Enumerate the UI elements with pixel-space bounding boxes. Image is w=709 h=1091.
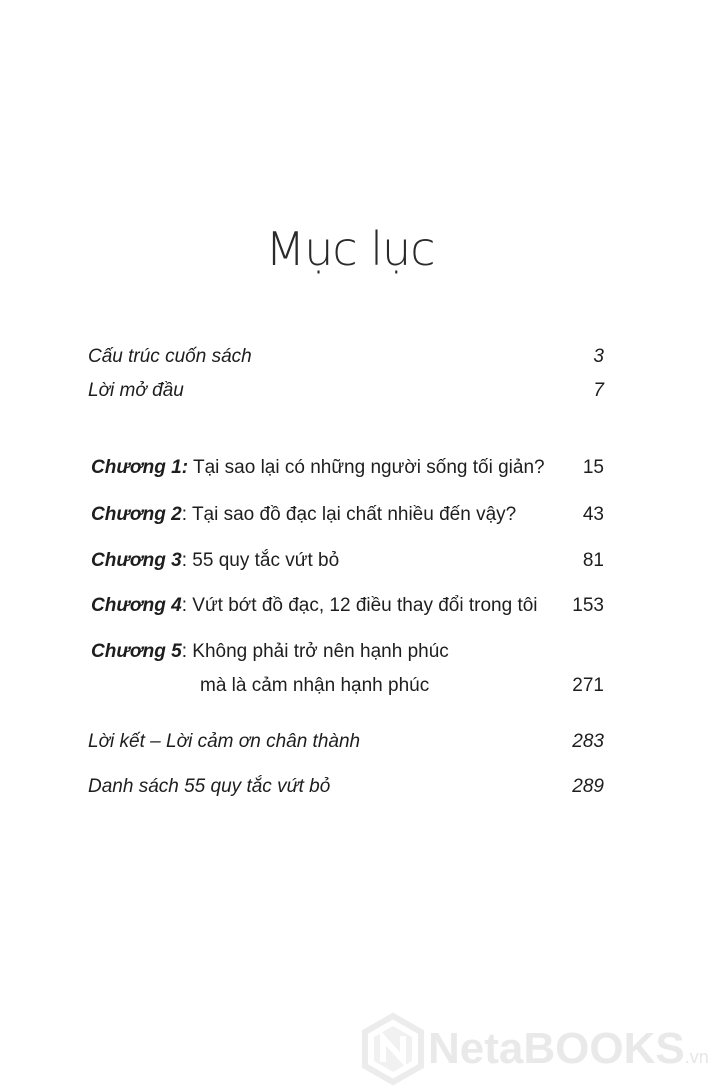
toc-entry-page: 81 [582,550,604,571]
chapter-separator: : [181,550,187,571]
watermark-brand: NetaBOOKS [428,1024,685,1073]
toc-entry-page: 15 [582,457,604,478]
toc-entry-page: 43 [582,504,604,525]
chapter-label: Chương 4 [91,595,182,616]
chapter-label: Chương 5 [91,641,182,662]
toc-entry-page: 289 [572,776,604,797]
toc-entry-label: Lời mở đầu [88,380,184,401]
book-logo-icon [362,1014,424,1084]
toc-chapter-2 [91,503,516,527]
toc-entry-page: 7 [593,380,604,401]
watermark-logo [362,1014,709,1084]
toc-entry-label: Cấu trúc cuốn sách [88,346,252,367]
chapter-title: Tại sao đồ đạc lại chất nhiều đến vậy? [191,504,517,525]
chapter-title: Không phải trở nên hạnh phúc [192,641,449,662]
chapter-title: Tại sao lại có những người sống tối giản? [192,457,545,478]
toc-entry-page: 153 [572,595,604,616]
chapter-separator: : [181,504,187,525]
toc-entry-label: Lời kết – Lời cảm ơn chân thành [88,731,361,752]
toc-entry-label: Danh sách 55 quy tắc vứt bỏ [88,776,331,797]
toc-chapter-1 [91,456,545,480]
chapter-label: Chương 1: [91,457,189,478]
toc-entry-page: 3 [593,346,604,367]
chapter-label: Chương 2 [91,504,182,525]
chapter-title-continued: mà là cảm nhận hạnh phúc [200,675,430,696]
chapter-title: 55 quy tắc vứt bỏ [192,550,340,571]
toc-chapter-3 [91,549,339,573]
toc-entry-page: 271 [572,675,604,696]
toc-entry-page: 283 [572,731,604,752]
chapter-separator: : [181,595,187,616]
chapter-separator: : [181,641,187,662]
toc-chapter-4 [91,594,538,618]
watermark-suffix: .vn [684,1047,709,1067]
toc-chapter-5 [91,640,449,664]
chapter-label: Chương 3 [91,550,182,571]
chapter-title: Vứt bớt đồ đạc, 12 điều thay đổi trong tôi [192,595,538,616]
page-title: Mục lục [265,222,435,276]
watermark-text [428,1024,709,1074]
